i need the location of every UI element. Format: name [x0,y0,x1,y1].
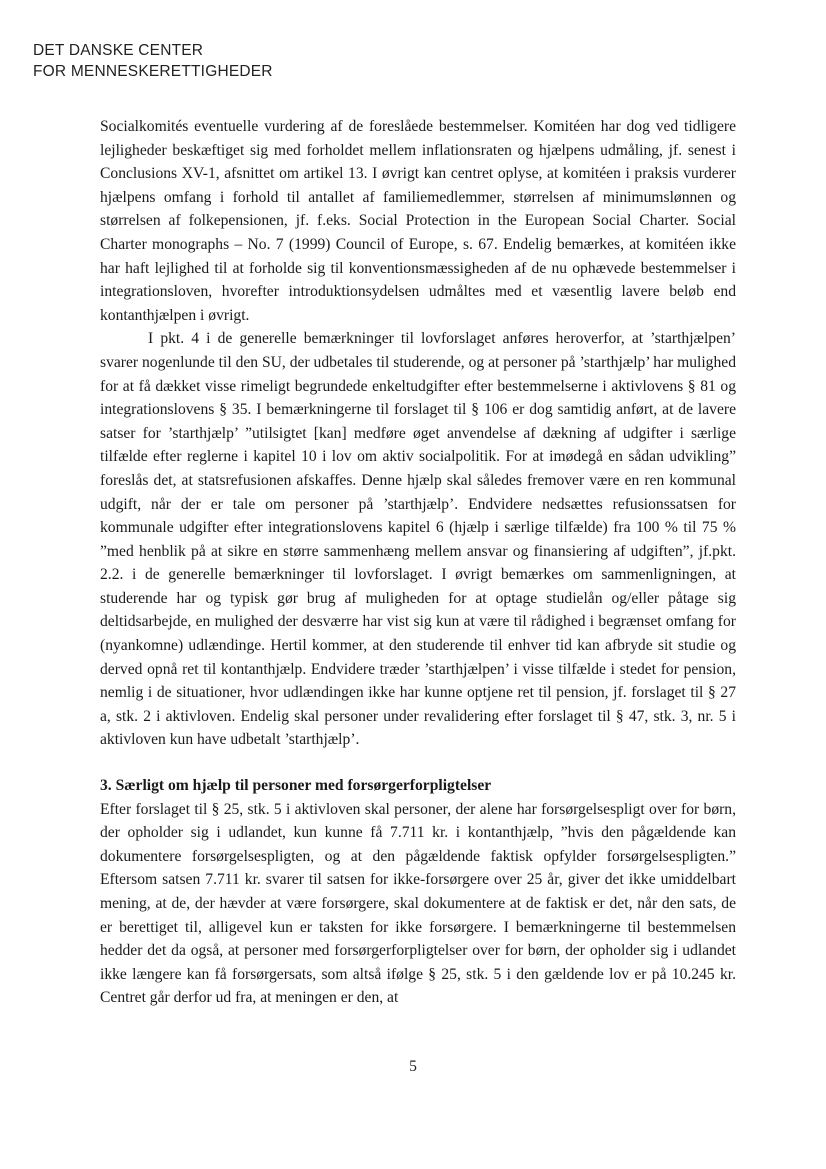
letterhead-line-1: DET DANSKE CENTER [33,42,204,59]
paragraph-3: Efter forslaget til § 25, stk. 5 i aktivloven skal personer, der alene har forsørgelsespligt over for børn, der opholder sig i udlandet, kun kunne få 7.711 kr. i kontanthjælp, ”hvis den pågældende kan dokumentere forsørgelsespligten, og at den pågældende faktisk opfylder forsørgelsespligten.” Eftersom satsen 7.711 kr. svarer til satsen for ikke-forsørgere over 25 år, giver det ikke umiddelbart mening, at de, der hævder at være forsørgere, skal dokumentere at de faktisk er det, når den sats, de er berettiget til, alligevel kun er taksten for ikke forsørgere. I bemærkningerne til bestemmelsen hedder det da også, at personer med forsørgerforpligtelser over for børn, der opholder sig i udlandet ikke længere kan få forsørgersats, som altså ifølge § 25, stk. 5 i den gældende lov er på 10.245 kr. Centret går derfor ud fra, at meningen er den, at [100,800,736,1007]
section-heading: 3. Særligt om hjælp til personer med forsørgerforpligtelser [100,777,492,795]
paragraph-1: Socialkomités eventuelle vurdering af de foreslåede bestemmelser. Komitéen har dog ved tidligere lejligheder beskæftiget sig med forholdet mellem inflationsraten og hjælpens udmåling, jf. senest i Conclusions XV-1, afsnittet om artikel 13. I øvrigt kan centret oplyse, at komitéen i praksis vurderer hjælpens omfang i forhold til antallet af familiemedlemmer, størrelsen af minimumslønnen og størrelsen af folkepensionen, jf. f.eks. Social Protection in the European Social Charter. Social Charter monographs – No. 7 (1999) Council of Europe, s. 67. Endelig bemærkes, at komitéen ikke har haft lejlighed til at forholde sig til konventionsmæssigheden af de nu ophævede bestemmelser i integrationsloven, hvorefter introduktionsydelsen udmåltes med et væsentlig lavere beløb end kontanthjælpen i øvrigt. [100,118,736,324]
document-body [100,115,736,1010]
letterhead-line-2: FOR MENNESKERETTIGHEDER [33,63,273,80]
page-number: 5 [409,1058,417,1075]
letterhead [33,40,273,82]
paragraph-2: I pkt. 4 i de generelle bemærkninger til lovforslaget anføres heroverfor, at ’starthjælpen’ svarer nogenlunde til den SU, der udbetales til studerende, og at personer på ’starthjælp’ har mulighed for at få dækket visse rimeligt begrundede enkeltudgifter efter bestemmelserne i aktivlovens § 81 og integrationslovens § 35. I bemærkningerne til forslaget til § 106 er dog samtidig anført, at de lavere satser for ’starthjælp’ ”utilsigtet [kan] medføre øget anvendelse af dækning af udgifter i særlige tilfælde efter reglerne i kapitel 10 i lov om aktiv socialpolitik. For at imødegå en sådan udvikling” foreslås det, at statsrefusionen afskaffes. Denne hjælp skal således fremover være en ren kommunal udgift, når der er tale om personer på ’starthjælp’. Endvidere nedsættes refusionssatsen for kommunale udgifter efter integrationslovens kapitel 6 (hjælp i særlige tilfælde) fra 100 % til 75 % ”med henblik på at sikre en større sammenhæng mellem ansvar og finansiering af udgiften”, jf.pkt. 2.2. i de generelle bemærkninger til lovforslaget. I øvrigt bemærkes om sammenligningen, at studerende har og typisk gør brug af muligheden for at optage studielån og/eller påtage sig deltidsarbejde, en mulighed der desværre har vist sig kun at være til rådighed i begrænset omfang for (nyankomne) udlændinge. Hertil kommer, at den studerende til enhver tid kan afbryde sit studie og derved opnå ret til kontanthjælp. Endvidere træder ’starthjælpen’ i visse tilfælde i stedet for pension, nemlig i de situationer, hvor udlændingen ikke har kunne optjene ret til pension, jf. forslaget til § 27 a, stk. 2 i aktivloven. Endelig skal personer under revalidering efter forslaget til § 47, stk. 3, nr. 5 i aktivloven kun have udbetalt ’starthjælp’. [100,330,736,749]
